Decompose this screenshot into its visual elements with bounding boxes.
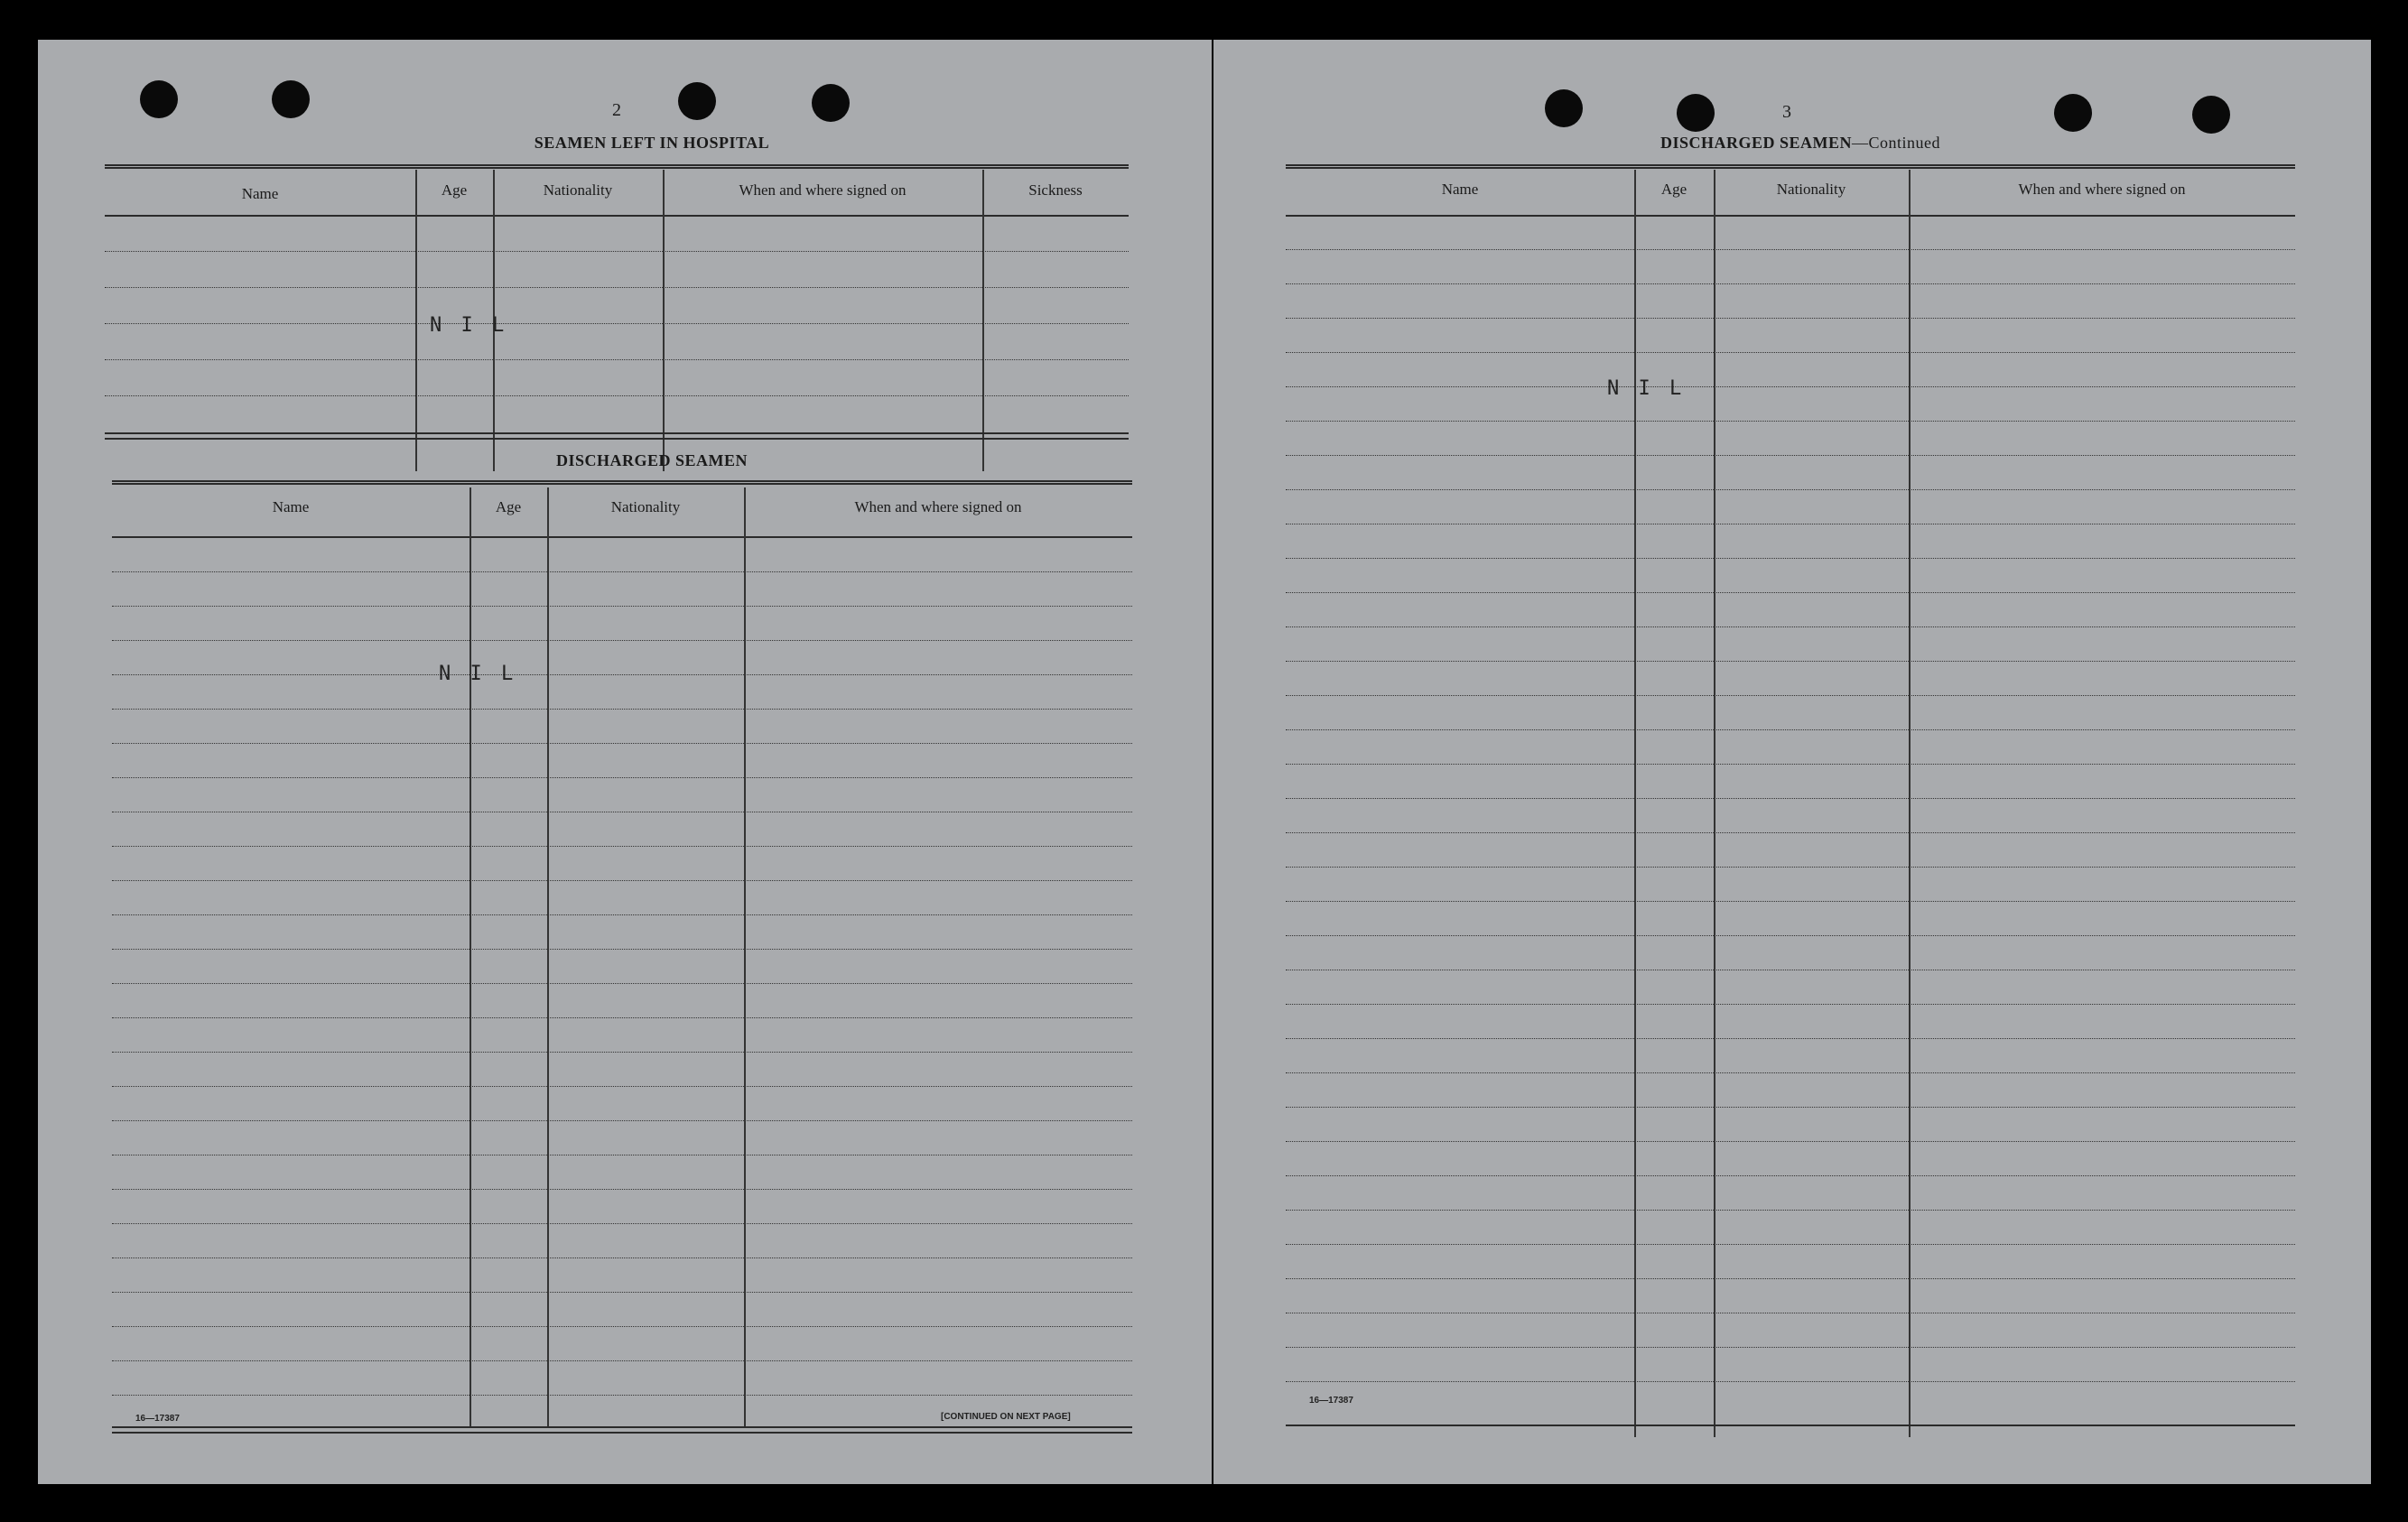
punch-hole [812, 84, 850, 122]
col-header-nationality: Nationality [610, 498, 681, 515]
punch-hole [272, 80, 310, 118]
left-page [38, 40, 1212, 1484]
col-header-name: Name [1441, 181, 1479, 198]
right-page [1213, 40, 2371, 1484]
punch-hole [678, 82, 716, 120]
page-number: 3 [1782, 102, 1791, 122]
col-header-name: Name [272, 498, 310, 515]
continued-suffix: —Continued [1852, 134, 1941, 152]
col-header-age: Age [1660, 181, 1687, 198]
punch-hole [2054, 94, 2092, 132]
col-header-when-where: When and where signed on [2018, 181, 2186, 198]
form-number: 16—17387 [135, 1414, 180, 1424]
nil-entry: N I L [439, 663, 517, 685]
discharged-continued-table [1286, 164, 2295, 1437]
form-number: 16—17387 [1309, 1396, 1353, 1406]
punch-hole [1677, 94, 1715, 132]
nil-entry: N I L [1607, 377, 1686, 400]
hospital-table [105, 164, 1129, 471]
discharged-title-text: DISCHARGED SEAMEN [1660, 134, 1853, 152]
hospital-table-title: SEAMEN LEFT IN HOSPITAL [534, 134, 770, 152]
punch-hole [140, 80, 178, 118]
col-header-age: Age [441, 181, 468, 199]
discharged-table [112, 480, 1132, 1446]
col-header-nationality: Nationality [543, 181, 613, 199]
nil-entry: N I L [430, 314, 508, 337]
col-header-nationality: Nationality [1776, 181, 1846, 198]
punch-hole [2192, 96, 2230, 134]
discharged-continued-title [1575, 134, 2026, 153]
discharged-table-title: DISCHARGED SEAMEN [555, 451, 748, 469]
punch-hole [1545, 89, 1583, 127]
col-header-name: Name [241, 185, 279, 202]
page-number: 2 [612, 100, 621, 120]
col-header-sickness: Sickness [1028, 181, 1083, 199]
continued-note: [CONTINUED ON NEXT PAGE] [941, 1412, 1071, 1422]
col-header-age: Age [495, 498, 522, 515]
col-header-when-where: When and where signed on [739, 181, 906, 199]
col-header-when-where: When and where signed on [854, 498, 1022, 515]
